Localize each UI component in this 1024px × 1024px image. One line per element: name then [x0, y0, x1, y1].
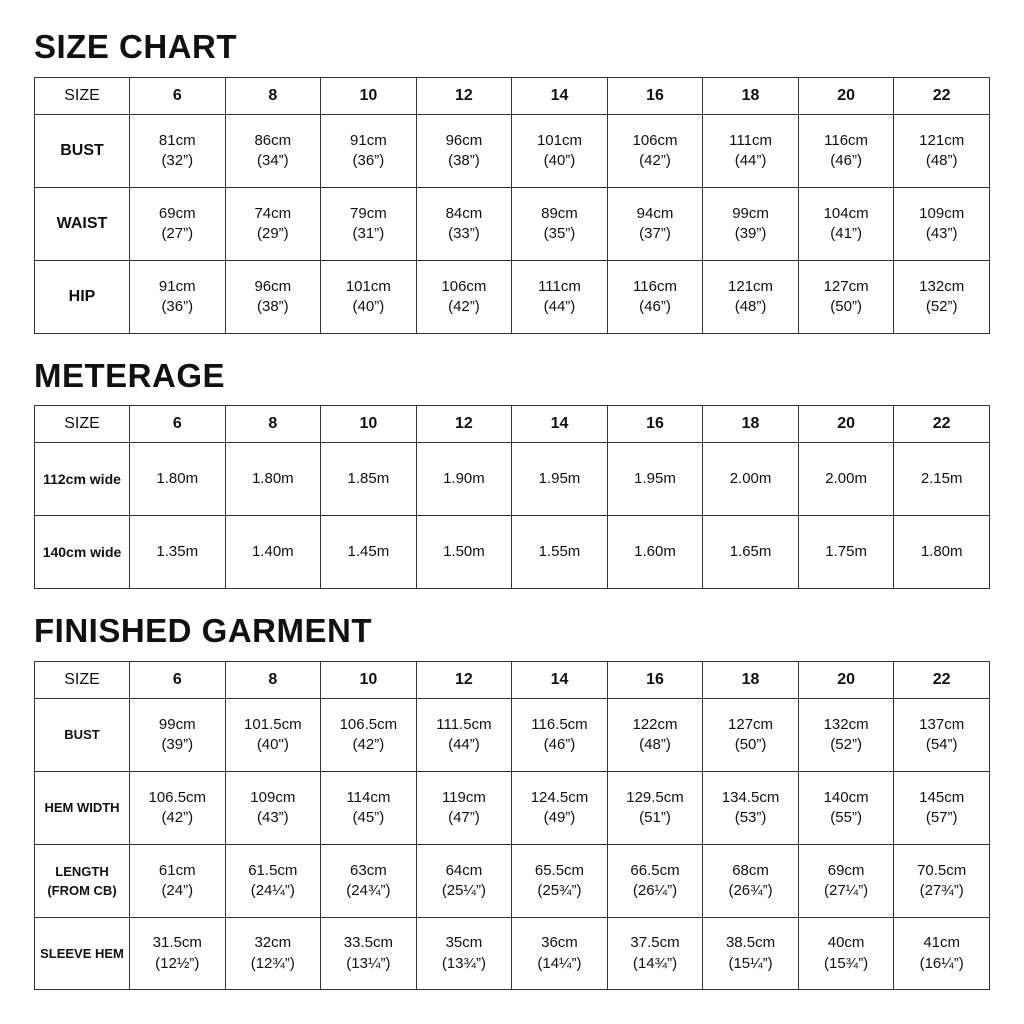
metric-value: 119cm	[441, 788, 486, 806]
metric-value: 101cm	[345, 277, 391, 295]
table-cell	[225, 261, 321, 334]
table-cell	[225, 516, 321, 589]
row-label	[35, 772, 130, 845]
table-cell	[130, 516, 226, 589]
table-cell	[416, 115, 512, 188]
imperial-value: (15¼”)	[728, 954, 773, 972]
metric-value: 109cm	[250, 788, 296, 806]
metric-value: 74cm	[254, 204, 292, 222]
metric-value: 66.5cm	[630, 861, 680, 879]
metric-value: 111cm	[538, 277, 581, 295]
row-label-text: (FROM CB)	[47, 883, 117, 898]
metric-value: 129.5cm	[626, 788, 684, 806]
size-column-header: 10	[321, 662, 417, 699]
size-header-row	[35, 78, 990, 115]
table-cell	[798, 699, 894, 772]
metric-value: 122cm	[632, 715, 678, 733]
imperial-value: (54”)	[925, 736, 958, 753]
table-cell	[798, 845, 894, 918]
table-cell	[703, 115, 799, 188]
imperial-value: (16¼”)	[919, 954, 964, 972]
row-label	[35, 516, 130, 589]
size-header-label: SIZE	[35, 662, 130, 699]
table-cell	[607, 845, 703, 918]
imperial-value: (44”)	[734, 152, 767, 169]
metric-value: 140cm	[823, 788, 869, 806]
metric-value: 69cm	[158, 204, 196, 222]
size-column-header: 20	[798, 662, 894, 699]
metric-value: 114cm	[346, 788, 391, 806]
row-label	[35, 918, 130, 990]
metric-value: 134.5cm	[721, 788, 780, 806]
metric-value: 132cm	[919, 277, 965, 295]
imperial-value: (48”)	[734, 298, 767, 315]
metric-value: 94cm	[636, 204, 674, 222]
metric-value: 65.5cm	[534, 861, 585, 879]
imperial-value: (52”)	[830, 736, 862, 753]
metric-value: 1.80m	[920, 542, 963, 560]
table-cell	[894, 699, 990, 772]
table-cell	[798, 115, 894, 188]
metric-value: 84cm	[445, 204, 483, 222]
metric-value: 99cm	[158, 715, 196, 733]
imperial-value: (34”)	[256, 152, 289, 169]
imperial-value: (40")	[256, 736, 289, 753]
size-column-header: 8	[225, 662, 321, 699]
metric-value: 116.5cm	[531, 715, 588, 733]
table-cell	[321, 918, 417, 990]
table-cell	[416, 699, 512, 772]
row-label	[35, 188, 130, 261]
table-cell	[607, 772, 703, 845]
metric-value: 99cm	[732, 204, 769, 222]
table-cell	[225, 188, 321, 261]
size-column-header: 8	[225, 406, 321, 443]
table-cell	[416, 516, 512, 589]
metric-value: 124.5cm	[530, 788, 589, 806]
imperial-value: (44”)	[448, 736, 480, 753]
size-column-header: 8	[225, 78, 321, 115]
table-cell	[416, 443, 512, 516]
imperial-value: (24”)	[161, 882, 194, 899]
imperial-value: (43”)	[925, 225, 958, 242]
table-row	[35, 845, 990, 918]
table-cell	[894, 115, 990, 188]
table-cell	[607, 516, 703, 589]
imperial-value: (24¼”)	[250, 882, 295, 899]
imperial-value: (51”)	[639, 809, 671, 826]
table-cell	[130, 188, 226, 261]
imperial-value: (13¾”)	[441, 954, 486, 972]
metric-value: 63cm	[350, 861, 387, 879]
table-cell	[130, 918, 226, 990]
size-column-header: 16	[607, 78, 703, 115]
imperial-value: (31”)	[352, 225, 385, 242]
table-cell	[798, 772, 894, 845]
size-column-header: 20	[798, 78, 894, 115]
table-cell	[894, 516, 990, 589]
imperial-value: (49”)	[543, 809, 576, 826]
metric-value: 106cm	[632, 131, 678, 149]
meterage-table	[34, 405, 990, 589]
metric-value: 79cm	[350, 204, 387, 222]
metric-value: 2.00m	[729, 469, 772, 487]
table-cell	[607, 261, 703, 334]
row-label-text: HEM WIDTH	[44, 800, 120, 816]
table-cell	[130, 443, 226, 516]
table-cell	[130, 845, 226, 918]
metric-value: 81cm	[158, 131, 196, 149]
size-column-header: 18	[703, 406, 799, 443]
imperial-value: (32”)	[161, 152, 194, 169]
metric-value: 61cm	[158, 861, 196, 879]
size-column-header: 14	[512, 662, 608, 699]
imperial-value: (46”)	[830, 152, 862, 169]
table-cell	[512, 699, 608, 772]
imperial-value: (27¼”)	[824, 882, 869, 899]
metric-value: 31.5cm	[152, 934, 202, 952]
row-label	[35, 261, 130, 334]
table-row	[35, 699, 990, 772]
metric-value: 101.5cm	[244, 715, 302, 733]
imperial-value: (36”)	[161, 298, 194, 315]
table-cell	[607, 115, 703, 188]
table-row	[35, 261, 990, 334]
imperial-value: (13¼”)	[346, 954, 391, 972]
metric-value: 1.80m	[251, 469, 294, 487]
table-cell	[607, 699, 703, 772]
imperial-value: (26¼”)	[632, 882, 678, 899]
table-cell	[321, 699, 417, 772]
metric-value: 106.5cm	[339, 715, 398, 733]
imperial-value: (45”)	[352, 809, 385, 826]
size-column-header: 14	[512, 406, 608, 443]
imperial-value: (40”)	[543, 152, 576, 169]
metric-value: 61.5cm	[248, 861, 298, 879]
size-column-header: 16	[607, 662, 703, 699]
table-cell	[416, 261, 512, 334]
table-cell	[225, 699, 321, 772]
size-column-header: 20	[798, 406, 894, 443]
imperial-value: (48”)	[639, 736, 671, 753]
metric-value: 91cm	[350, 131, 387, 149]
table-cell	[321, 516, 417, 589]
metric-value: 96cm	[254, 277, 292, 295]
size-column-header: 6	[130, 662, 226, 699]
table-cell	[321, 845, 417, 918]
imperial-value: (14¼”)	[537, 954, 582, 972]
table-cell	[703, 261, 799, 334]
metric-value: 1.80m	[156, 469, 199, 487]
row-label-text: 140cm wide	[42, 543, 122, 560]
imperial-value: (42”)	[161, 809, 194, 826]
table-row	[35, 115, 990, 188]
metric-value: 109cm	[919, 204, 965, 222]
row-label-text: BUST	[64, 727, 100, 743]
imperial-value: (27¾”)	[919, 882, 964, 899]
table-cell	[703, 516, 799, 589]
row-label-text: LENGTH	[55, 863, 109, 879]
row-label-text: WAIST	[56, 215, 108, 233]
imperial-value: (44”)	[543, 298, 576, 315]
size-column-header: 14	[512, 78, 608, 115]
metric-value: 41cm	[923, 934, 961, 952]
table-cell	[130, 261, 226, 334]
table-row	[35, 516, 990, 589]
table-row	[35, 188, 990, 261]
size-column-header: 10	[321, 78, 417, 115]
table-cell	[512, 845, 608, 918]
metric-value: 64cm	[445, 861, 483, 879]
row-label	[35, 443, 130, 516]
table-cell	[130, 115, 226, 188]
metric-value: 69cm	[827, 861, 865, 879]
table-cell	[703, 188, 799, 261]
size-column-header: 18	[703, 662, 799, 699]
metric-value: 1.90m	[443, 469, 485, 487]
table-cell	[130, 699, 226, 772]
imperial-value: (12½”)	[155, 954, 200, 972]
table-row	[35, 918, 990, 990]
metric-value: 1.50m	[443, 542, 485, 560]
metric-value: 1.45m	[347, 542, 390, 560]
imperial-value: (53”)	[734, 809, 767, 826]
imperial-value: (35”)	[543, 225, 576, 242]
imperial-value: (46”)	[543, 736, 576, 753]
table-cell	[512, 516, 608, 589]
metric-value: 106cm	[441, 277, 487, 295]
metric-value: 38.5cm	[725, 934, 776, 952]
imperial-value: (46”)	[639, 298, 671, 315]
metric-value: 145cm	[919, 788, 965, 806]
table-cell	[321, 115, 417, 188]
metric-value: 40cm	[827, 934, 865, 952]
table-cell	[894, 261, 990, 334]
imperial-value: (25¼”)	[441, 882, 486, 899]
table-cell	[321, 443, 417, 516]
table-cell	[798, 516, 894, 589]
imperial-value: (50”)	[734, 736, 767, 753]
metric-value: 2.15m	[920, 469, 963, 487]
table-cell	[703, 443, 799, 516]
metric-value: 1.60m	[634, 542, 676, 560]
imperial-value: (52”)	[925, 298, 958, 315]
imperial-value: (33”)	[448, 225, 480, 242]
metric-value: 1.85m	[347, 469, 390, 487]
imperial-value: (24¾”)	[346, 882, 391, 899]
imperial-value: (27”)	[161, 225, 194, 242]
row-label-text: BUST	[60, 142, 104, 160]
row-label	[35, 699, 130, 772]
size-header-label: SIZE	[35, 406, 130, 443]
table-cell	[703, 918, 799, 990]
table-cell	[225, 845, 321, 918]
table-cell	[894, 845, 990, 918]
table-cell	[703, 699, 799, 772]
imperial-value: (40”)	[352, 298, 385, 315]
row-label	[35, 845, 130, 918]
row-label	[35, 115, 130, 188]
metric-value: 91cm	[158, 277, 196, 295]
table-row	[35, 772, 990, 845]
size-header-label: SIZE	[35, 78, 130, 115]
table-cell	[225, 115, 321, 188]
size-column-header: 18	[703, 78, 799, 115]
imperial-value: (55”)	[830, 809, 862, 826]
table-cell	[798, 261, 894, 334]
metric-value: 132cm	[823, 715, 869, 733]
table-cell	[894, 188, 990, 261]
size-column-header: 22	[894, 78, 990, 115]
metric-value: 104cm	[823, 204, 869, 222]
metric-value: 70.5cm	[917, 861, 967, 879]
metric-value: 116cm	[633, 277, 677, 295]
table-cell	[798, 188, 894, 261]
size-column-header: 6	[130, 78, 226, 115]
finished-garment-table	[34, 661, 990, 990]
metric-value: 111cm	[729, 131, 772, 149]
imperial-value: (14¾”)	[632, 954, 678, 972]
metric-value: 121cm	[919, 131, 965, 149]
table-cell	[894, 772, 990, 845]
size-column-header: 10	[321, 406, 417, 443]
imperial-value: (57”)	[925, 809, 958, 826]
size-column-header: 12	[416, 662, 512, 699]
imperial-value: (48”)	[925, 152, 958, 169]
table-cell	[416, 918, 512, 990]
table-row	[35, 443, 990, 516]
table-cell	[607, 918, 703, 990]
metric-value: 111.5cm	[436, 715, 492, 733]
table-cell	[321, 772, 417, 845]
table-cell	[225, 918, 321, 990]
imperial-value: (39”)	[734, 225, 767, 242]
table-cell	[321, 188, 417, 261]
metric-value: 1.40m	[251, 542, 294, 560]
metric-value: 137cm	[919, 715, 965, 733]
size-header-row	[35, 662, 990, 699]
imperial-value: (12¾”)	[250, 954, 295, 972]
table-cell	[512, 443, 608, 516]
size-header-row	[35, 406, 990, 443]
size-column-header: 22	[894, 406, 990, 443]
metric-value: 116cm	[824, 131, 869, 149]
imperial-value: (15¾”)	[824, 954, 869, 972]
table-cell	[703, 845, 799, 918]
imperial-value: (37”)	[639, 225, 671, 242]
table-cell	[607, 443, 703, 516]
table-cell	[512, 918, 608, 990]
row-label-text: HIP	[68, 288, 96, 306]
metric-value: 32cm	[254, 934, 292, 952]
imperial-value: (43”)	[256, 809, 289, 826]
table-cell	[321, 261, 417, 334]
imperial-value: (38”)	[448, 152, 480, 169]
size-column-header: 12	[416, 78, 512, 115]
size-chart-table	[34, 77, 990, 334]
metric-value: 1.35m	[156, 542, 199, 560]
metric-value: 1.95m	[634, 469, 676, 487]
imperial-value: (26¾”)	[728, 882, 773, 899]
metric-value: 1.65m	[729, 542, 772, 560]
table-cell	[703, 772, 799, 845]
imperial-value: (42”)	[352, 736, 385, 753]
metric-value: 2.00m	[825, 469, 867, 487]
size-column-header: 22	[894, 662, 990, 699]
table-cell	[512, 188, 608, 261]
imperial-value: (38”)	[256, 298, 289, 315]
table-cell	[416, 845, 512, 918]
size-column-header: 16	[607, 406, 703, 443]
metric-value: 89cm	[541, 204, 578, 222]
imperial-value: (25¾”)	[537, 882, 582, 899]
table-cell	[512, 772, 608, 845]
table-cell	[130, 772, 226, 845]
metric-value: 1.55m	[538, 542, 581, 560]
size-column-header: 6	[130, 406, 226, 443]
table-cell	[512, 115, 608, 188]
table-cell	[798, 443, 894, 516]
imperial-value: (42”)	[448, 298, 480, 315]
metric-value: 86cm	[254, 131, 292, 149]
table-cell	[894, 918, 990, 990]
row-label-text: SLEEVE HEM	[40, 945, 124, 961]
metric-value: 101cm	[536, 131, 582, 149]
imperial-value: (39”)	[161, 736, 194, 753]
metric-value: 33.5cm	[343, 934, 393, 952]
metric-value: 37.5cm	[630, 934, 680, 952]
table-cell	[607, 188, 703, 261]
row-label-text: 112cm wide	[43, 470, 121, 487]
table-cell	[416, 188, 512, 261]
metric-value: 127cm	[728, 715, 774, 733]
finished-garment-title: FINISHED GARMENT	[34, 612, 372, 649]
table-cell	[225, 772, 321, 845]
metric-value: 1.95m	[538, 469, 581, 487]
metric-value: 35cm	[445, 934, 483, 952]
metric-value: 121cm	[728, 277, 774, 295]
metric-value: 96cm	[445, 131, 483, 149]
imperial-value: (36”)	[352, 152, 385, 169]
size-column-header: 12	[416, 406, 512, 443]
table-cell	[225, 443, 321, 516]
table-cell	[512, 261, 608, 334]
table-cell	[416, 772, 512, 845]
metric-value: 106.5cm	[148, 788, 207, 806]
meterage-title: METERAGE	[34, 357, 226, 394]
table-cell	[894, 443, 990, 516]
metric-value: 1.75m	[825, 542, 867, 560]
imperial-value: (29”)	[256, 225, 289, 242]
metric-value: 68cm	[732, 861, 769, 879]
size-chart-title: SIZE CHART	[34, 28, 237, 65]
table-cell	[798, 918, 894, 990]
imperial-value: (50”)	[830, 298, 862, 315]
imperial-value: (41”)	[830, 225, 862, 242]
metric-value: 127cm	[823, 277, 869, 295]
imperial-value: (42”)	[639, 152, 671, 169]
imperial-value: (47”)	[448, 809, 480, 826]
metric-value: 36cm	[541, 934, 578, 952]
